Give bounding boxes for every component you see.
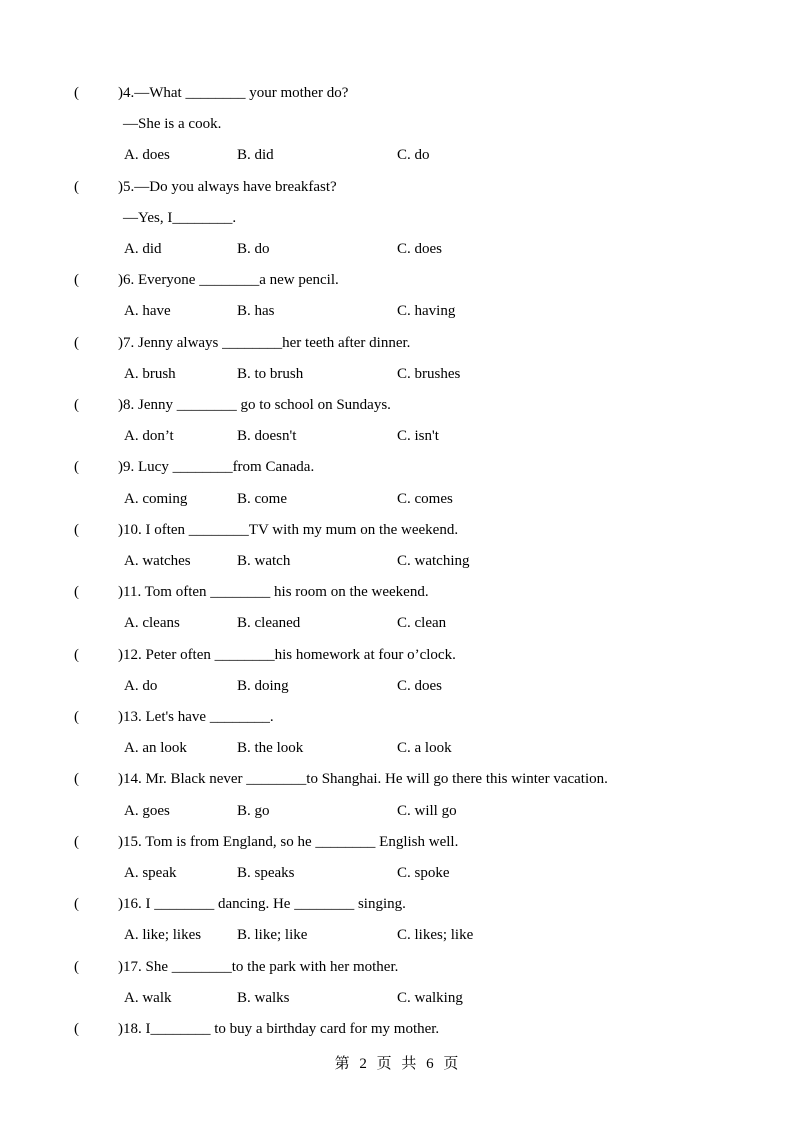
answer-paren-open[interactable]: ( bbox=[74, 1021, 79, 1037]
question-row bbox=[0, 1019, 793, 1039]
options-row bbox=[0, 145, 793, 165]
question-row bbox=[0, 645, 793, 665]
option-b: B. come bbox=[237, 491, 287, 507]
option-a: A. watches bbox=[124, 553, 191, 569]
option-a: A. brush bbox=[124, 366, 176, 382]
option-a: A. cleans bbox=[124, 615, 180, 631]
option-a: A. like; likes bbox=[124, 927, 202, 943]
answer-paren-open[interactable]: ( bbox=[74, 335, 79, 351]
option-b: B. go bbox=[237, 803, 270, 819]
option-c: C. does bbox=[397, 241, 442, 257]
option-b: B. doesn't bbox=[237, 428, 297, 444]
answer-paren-open[interactable]: ( bbox=[74, 179, 79, 195]
question-row bbox=[0, 894, 793, 914]
options-row bbox=[0, 738, 793, 758]
question-stem: )15. Tom is from England, so he ________ English well. bbox=[118, 834, 459, 850]
option-b: B. doing bbox=[237, 678, 289, 694]
option-b: B. to brush bbox=[237, 366, 304, 382]
question-row bbox=[0, 957, 793, 977]
option-b: B. speaks bbox=[237, 865, 295, 881]
option-c: C. a look bbox=[397, 740, 452, 756]
question-row bbox=[0, 707, 793, 727]
option-a: A. goes bbox=[124, 803, 170, 819]
answer-paren-open[interactable]: ( bbox=[74, 85, 79, 101]
question-stem: )10. I often ________TV with my mum on the weekend. bbox=[118, 522, 459, 538]
option-c: C. clean bbox=[397, 615, 447, 631]
question-stem: )12. Peter often ________his homework at four o’clock. bbox=[118, 647, 456, 663]
options-row bbox=[0, 613, 793, 633]
option-c: C. do bbox=[397, 147, 430, 163]
question-row bbox=[0, 769, 793, 789]
option-c: C. brushes bbox=[397, 366, 461, 382]
options-row bbox=[0, 863, 793, 883]
question-row bbox=[0, 177, 793, 197]
option-c: C. isn't bbox=[397, 428, 439, 444]
question-stem: )17. She ________to the park with her mother. bbox=[118, 959, 399, 975]
answer-paren-open[interactable]: ( bbox=[74, 272, 79, 288]
question-stem: )11. Tom often ________ his room on the weekend. bbox=[118, 584, 429, 600]
option-c: C. spoke bbox=[397, 865, 450, 881]
options-row bbox=[0, 551, 793, 571]
question-reply: —She is a cook. bbox=[123, 116, 222, 132]
question-row bbox=[0, 83, 793, 103]
question-reply-row bbox=[0, 208, 793, 228]
options-row bbox=[0, 364, 793, 384]
question-row bbox=[0, 832, 793, 852]
answer-paren-open[interactable]: ( bbox=[74, 771, 79, 787]
question-stem: )4.—What ________ your mother do? bbox=[118, 85, 349, 101]
option-a: A. don’t bbox=[124, 428, 174, 444]
options-row bbox=[0, 988, 793, 1008]
option-b: B. has bbox=[237, 303, 275, 319]
page-footer: 第 2 页 共 6 页 bbox=[334, 1056, 459, 1072]
option-c: C. does bbox=[397, 678, 442, 694]
options-row bbox=[0, 676, 793, 696]
answer-paren-open[interactable]: ( bbox=[74, 709, 79, 725]
option-a: A. does bbox=[124, 147, 170, 163]
options-row bbox=[0, 489, 793, 509]
answer-paren-open[interactable]: ( bbox=[74, 522, 79, 538]
question-stem: )16. I ________ dancing. He ________ singing. bbox=[118, 896, 406, 912]
question-stem: )5.—Do you always have breakfast? bbox=[118, 179, 337, 195]
option-b: B. did bbox=[237, 147, 274, 163]
question-stem: )8. Jenny ________ go to school on Sundays. bbox=[118, 397, 391, 413]
answer-paren-open[interactable]: ( bbox=[74, 647, 79, 663]
option-a: A. speak bbox=[124, 865, 177, 881]
answer-paren-open[interactable]: ( bbox=[74, 959, 79, 975]
options-row bbox=[0, 301, 793, 321]
option-b: B. cleaned bbox=[237, 615, 301, 631]
option-a: A. an look bbox=[124, 740, 187, 756]
question-reply-row bbox=[0, 114, 793, 134]
option-c: C. having bbox=[397, 303, 456, 319]
option-b: B. do bbox=[237, 241, 270, 257]
option-a: A. coming bbox=[124, 491, 188, 507]
question-row bbox=[0, 333, 793, 353]
question-stem: )18. I________ to buy a birthday card for my mother. bbox=[118, 1021, 440, 1037]
question-stem: )14. Mr. Black never ________to Shanghai. He will go there this winter vacation. bbox=[118, 771, 608, 787]
answer-paren-open[interactable]: ( bbox=[74, 834, 79, 850]
option-b: B. like; like bbox=[237, 927, 308, 943]
option-a: A. walk bbox=[124, 990, 172, 1006]
options-row bbox=[0, 801, 793, 821]
option-a: A. have bbox=[124, 303, 171, 319]
answer-paren-open[interactable]: ( bbox=[74, 459, 79, 475]
option-a: A. did bbox=[124, 241, 162, 257]
question-stem: )6. Everyone ________a new pencil. bbox=[118, 272, 339, 288]
option-c: C. will go bbox=[397, 803, 457, 819]
options-row bbox=[0, 925, 793, 945]
option-c: C. walking bbox=[397, 990, 463, 1006]
answer-paren-open[interactable]: ( bbox=[74, 896, 79, 912]
question-stem: )7. Jenny always ________her teeth after dinner. bbox=[118, 335, 411, 351]
options-row bbox=[0, 239, 793, 259]
question-stem: )13. Let's have ________. bbox=[118, 709, 274, 725]
question-row bbox=[0, 582, 793, 602]
option-b: B. walks bbox=[237, 990, 290, 1006]
answer-paren-open[interactable]: ( bbox=[74, 397, 79, 413]
option-a: A. do bbox=[124, 678, 158, 694]
option-c: C. watching bbox=[397, 553, 470, 569]
options-row bbox=[0, 426, 793, 446]
option-c: C. comes bbox=[397, 491, 453, 507]
option-c: C. likes; like bbox=[397, 927, 474, 943]
option-b: B. the look bbox=[237, 740, 304, 756]
question-row bbox=[0, 520, 793, 540]
question-reply: —Yes, I________. bbox=[123, 210, 237, 226]
answer-paren-open[interactable]: ( bbox=[74, 584, 79, 600]
question-row bbox=[0, 457, 793, 477]
question-stem: )9. Lucy ________from Canada. bbox=[118, 459, 315, 475]
question-row bbox=[0, 395, 793, 415]
question-row bbox=[0, 270, 793, 290]
option-b: B. watch bbox=[237, 553, 291, 569]
